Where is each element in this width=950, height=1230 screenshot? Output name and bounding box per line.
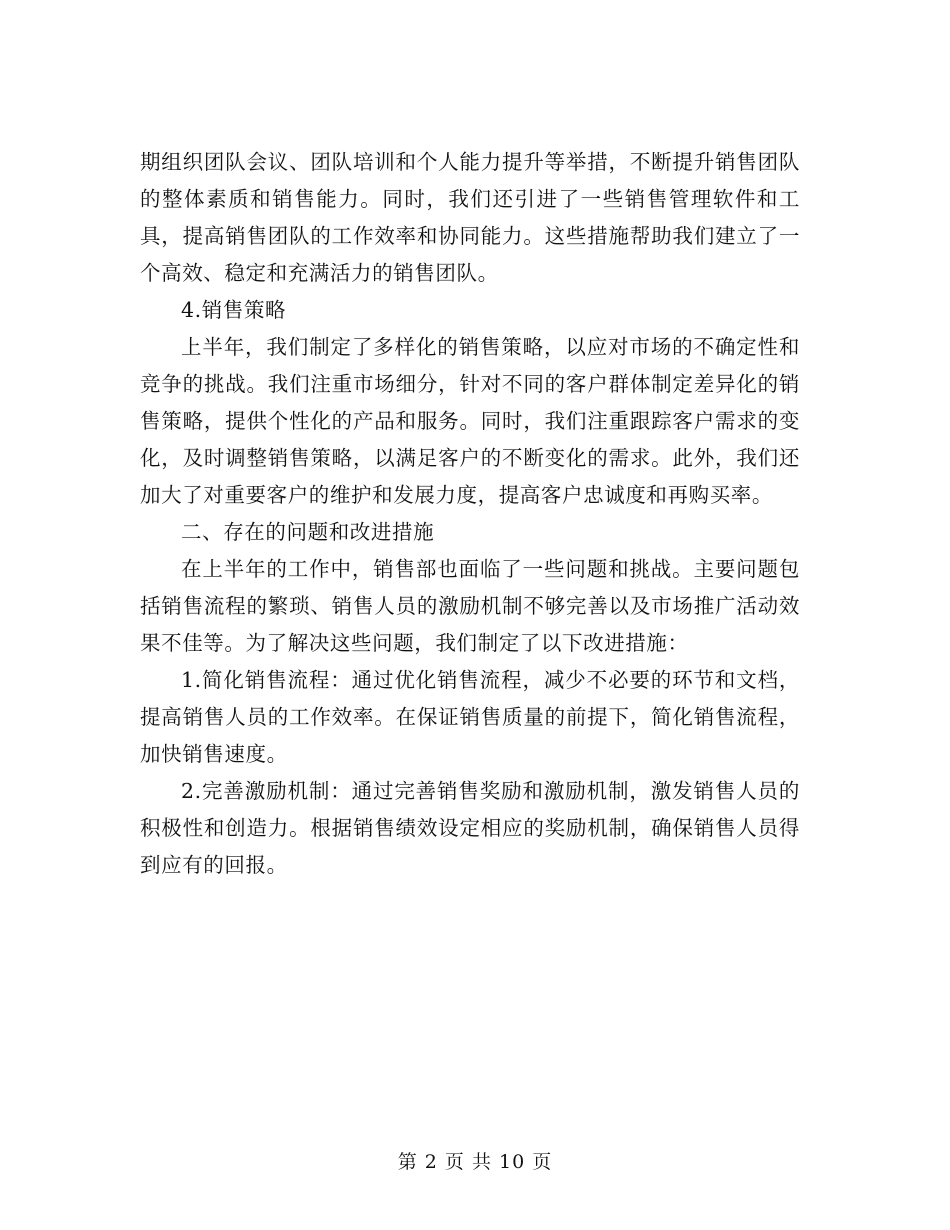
paragraph-incentive-mechanism: 2.完善激励机制：通过完善销售奖励和激励机制，激发销售人员的积极性和创造力。根据销售绩效设定相应的奖励机制，确保销售人员得到应有的回报。 [140,779,800,877]
section-heading-problems-improvements: 二、存在的问题和改进措施 [181,520,435,544]
document-body [140,144,800,884]
section-heading-sales-strategy: 4.销售策略 [181,298,287,322]
page-number-label: 第 2 页 共 10 页 [397,1151,553,1173]
paragraph-problems-intro: 在上半年的工作中，销售部也面临了一些问题和挑战。主要问题包括销售流程的繁琐、销售人员的激励机制不够完善以及市场推广活动效果不佳等。为了解决这些问题，我们制定了以下改进措施： [140,557,800,655]
paragraph-team-building-continued: 期组织团队会议、团队培训和个人能力提升等举措，不断提升销售团队的整体素质和销售能力。同时，我们还引进了一些销售管理软件和工具，提高销售团队的工作效率和协同能力。这些措施帮助我们建立了一个高效、稳定和充满活力的销售团队。 [140,150,800,285]
paragraph-sales-strategy: 上半年，我们制定了多样化的销售策略，以应对市场的不确定性和竞争的挑战。我们注重市场细分，针对不同的客户群体制定差异化的销售策略，提供个性化的产品和服务。同时，我们注重跟踪客户需求的变化，及时调整销售策略，以满足客户的不断变化的需求。此外，我们还加大了对重要客户的维护和发展力度，提高客户忠诚度和再购买率。 [140,335,800,507]
page-footer [0,1147,950,1174]
paragraph-simplify-process: 1.简化销售流程：通过优化销售流程，减少不必要的环节和文档，提高销售人员的工作效率。在保证销售质量的前提下，简化销售流程，加快销售速度。 [140,668,800,766]
